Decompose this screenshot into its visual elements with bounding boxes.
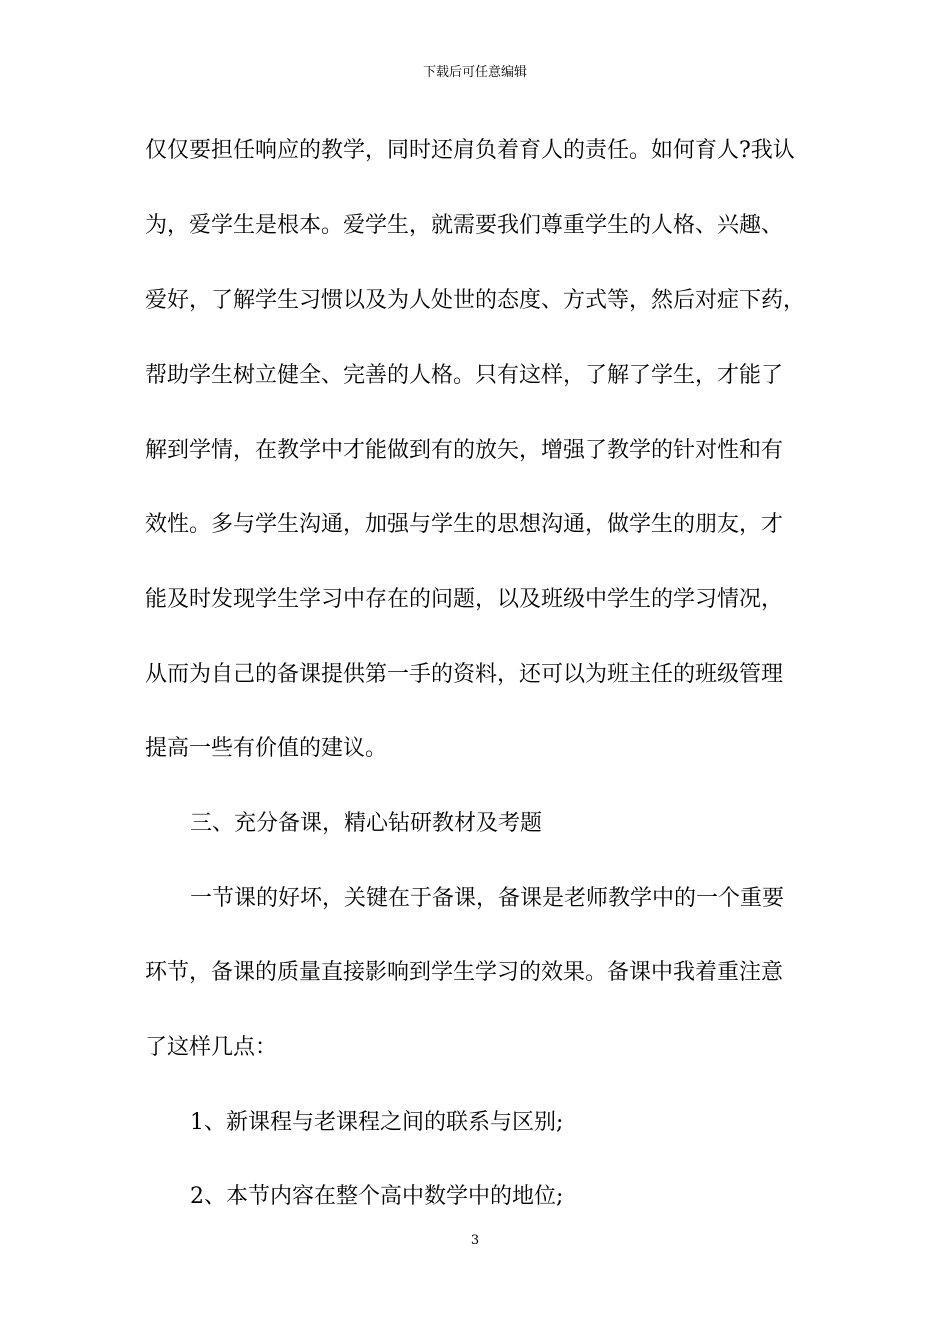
paragraph-line: 提高一些有价值的建议。 bbox=[145, 736, 388, 761]
paragraph-line: 一节课的好坏，关键在于备课，备课是老师教学中的一个重要 bbox=[190, 886, 785, 911]
paragraph-line: 效性。多与学生沟通，加强与学生的思想沟通，做学生的朋友，才 bbox=[145, 512, 784, 537]
paragraph-line: 能及时发现学生学习中存在的问题，以及班级中学生的学习情况， bbox=[145, 587, 784, 612]
section-heading: 三、充分备课，精心钻研教材及考题 bbox=[190, 811, 543, 836]
page-header-note: 下载后可任意编辑 bbox=[422, 65, 527, 80]
paragraph-line: 从而为自己的备课提供第一手的资料，还可以为班主任的班级管理 bbox=[145, 662, 784, 687]
paragraph-line: 帮助学生树立健全、完善的人格。只有这样，了解了学生，才能了 bbox=[145, 363, 784, 388]
paragraph-line: 解到学情，在教学中才能做到有的放矢，增强了教学的针对性和有 bbox=[145, 438, 784, 463]
page-number: 3 bbox=[470, 1233, 480, 1248]
list-item: 1、新课程与老课程之间的联系与区别; bbox=[190, 1110, 564, 1135]
paragraph-line: 为，爱学生是根本。爱学生，就需要我们尊重学生的人格、兴趣、 bbox=[145, 213, 784, 238]
list-item: 2、本节内容在整个高中数学中的地位; bbox=[190, 1184, 564, 1209]
paragraph-line: 环节，备课的质量直接影响到学生学习的效果。备课中我着重注意 bbox=[145, 960, 784, 985]
paragraph-line: 爱好，了解学生习惯以及为人处世的态度、方式等，然后对症下药， bbox=[145, 288, 806, 313]
paragraph-line: 仅仅要担任响应的教学，同时还肩负着育人的责任。如何育人?我认 bbox=[145, 138, 795, 163]
paragraph-line: 了这样几点： bbox=[145, 1035, 278, 1060]
